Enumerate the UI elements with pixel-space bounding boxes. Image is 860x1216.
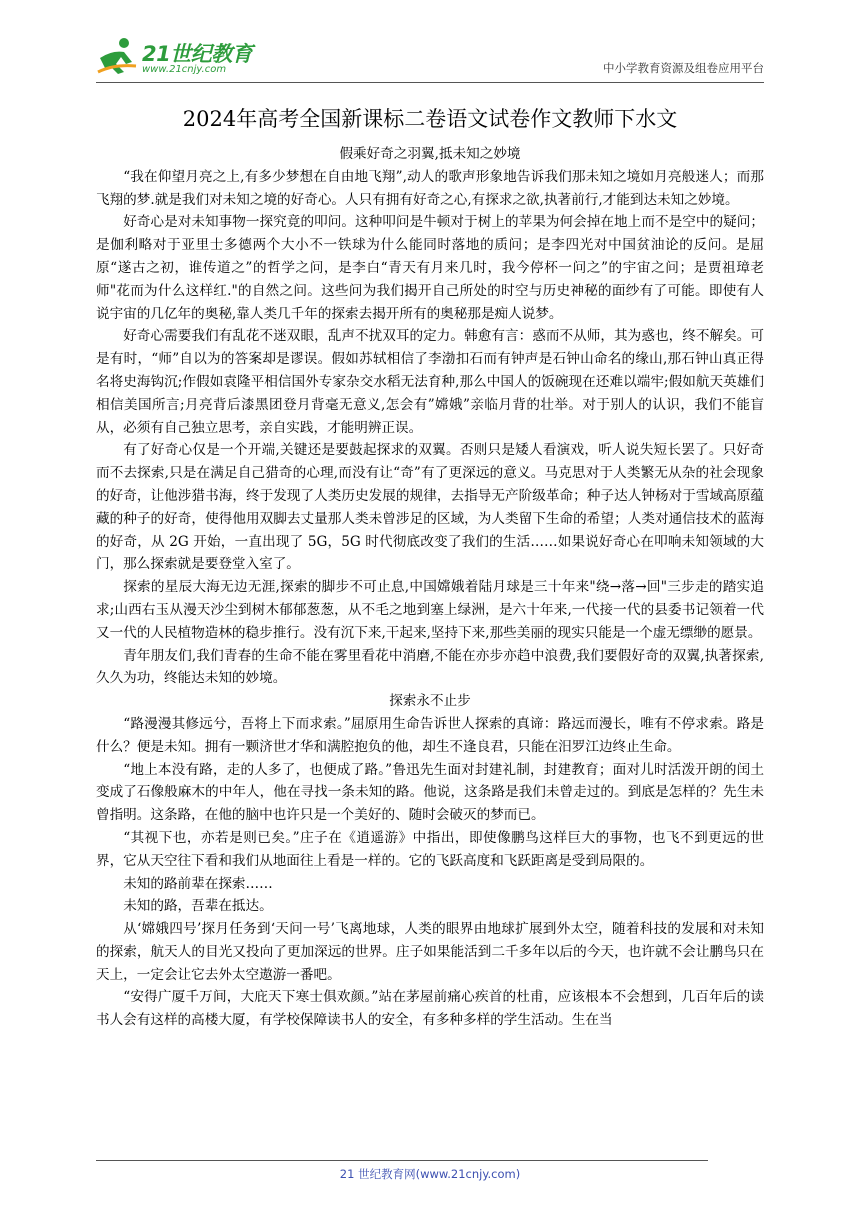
essay1-paragraph: 好奇心需要我们有乱花不迷双眼，乱声不扰双耳的定力。韩愈有言：惑而不从师，其为惑也，终不解矣。可是有时，“师”自以为的答案却是谬误。假如苏轼相信了李渤扣石而有钟声是石钟山命名的缘山,那石钟山真正得名将史海钩沉;作假如袁隆平相信国外专家杂交水稻无法育种,那么中国人的饭碗现在还难以端牢;假如航天英雄们相信美国所言;月亮背后漆黑团登月背毫无意义,怎会有”嫦娥”亲临月背的壮举。对于别人的认识，我们不能盲从，必须有自己独立思考，亲自实践，才能明辨正误。 xyxy=(96,328,764,436)
runner-logo-icon xyxy=(96,36,140,78)
essay2-paragraph: “其视下也，亦若是则已矣。”庄子在《逍遥游》中指出，即使像鹏鸟这样巨大的事物，也飞不到更远的世界，它从天空往下看和我们从地面往上看是一样的。它的飞跃高度和飞跃距离是受到局限的。 xyxy=(96,829,764,869)
essay1-paragraph: 探索的星辰大海无边无涯,探索的脚步不可止息,中国嫦娥着陆月球是三十年来"绕→落→回"三步走的踏实追求;山西右玉从漫天沙尘到树木郁郁葱葱，从不毛之地到塞上绿洲，是六十年来,一代接一代的县委书记领着一代又一代的人民植物造林的稳步推行。没有沉下来,干起来,坚持下来,那些美丽的现实只能是一个虚无缥缈的愿景。 xyxy=(96,579,764,641)
platform-name: 中小学教育资源及组卷应用平台 xyxy=(603,61,764,75)
essay1-title: 假乘好奇之羽翼,抵未知之妙境 xyxy=(339,146,521,162)
page-header xyxy=(96,34,764,82)
essay1-paragraph: “我在仰望月亮之上,有多少梦想在自由地飞翔”,动人的歌声形象地告诉我们那未知之境如月亮般迷人；而那飞翔的梦.就是我们对未知之境的好奇心。人只有拥有好奇之心,有探求之欲,执著前行,才能到达未知之妙境。 xyxy=(96,168,764,208)
site-logo[interactable] xyxy=(96,34,266,80)
logo-text: 21世纪教育 xyxy=(142,42,253,66)
page-title: 2024年高考全国新课标二卷语文试卷作文教师下水文 xyxy=(182,107,678,131)
essay2-paragraph: “路漫漫其修远兮，吾将上下而求索。”屈原用生命告诉世人探索的真谛：路远而漫长，唯有不停求索。路是什么？便是未知。拥有一颗济世才华和满腔抱负的他，却生不逢良君，只能在汨罗江边终止生命。 xyxy=(96,715,764,755)
essay2-paragraph: 未知的路前辈在探索…… xyxy=(123,875,273,892)
logo-url: www.21cnjy.com xyxy=(142,64,227,75)
footer-divider xyxy=(96,1160,708,1161)
essay2-paragraph: “地上本没有路，走的人多了，也便成了路。”鲁迅先生面对封建礼制，封建教育；面对儿时活泼开朗的闰土变成了石像般麻木的中年人，他在寻找一条未知的路。他说，这条路是我们未曾走过的。到底是怎样的？先生未曾指明。这条路，在他的脑中也许只是一个美好的、随时会破灭的梦而已。 xyxy=(96,761,764,824)
document-body xyxy=(96,143,764,1032)
essay2-paragraph: 从‘嫦娥四号’探月任务到‘天问一号’飞离地球，人类的眼界由地球扩展到外太空，随着科技的发展和对未知的探索，航天人的目光又投向了更加深远的世界。庄子如果能活到二千多年以后的今天，也许就不会让鹏鸟只在天上，一定会让它去外太空遨游一番吧。 xyxy=(96,921,764,983)
essay2-paragraph: “安得广厦千万间，大庇天下寒士俱欢颜。”站在茅屋前痛心疾首的杜甫，应该根本不会想到，几百年后的读书人会有这样的高楼大厦，有学校保障读书人的安全，有多种多样的学生活动。生在当 xyxy=(96,989,764,1029)
essay1-paragraph: 有了好奇心仅是一个开端,关键还是要鼓起探求的双翼。否则只是矮人看演戏，听人说失短长罢了。只好奇而不去探索,只是在满足自己猎奇的心理,而没有让“奇”有了更深远的意义。马克思对于人类繁无从杂的社会现象的好奇，让他涉猎书海，终于发现了人类历史发展的规律，去指导无产阶级革命；种子达人钟杨对于雪域高原蕴藏的种子的好奇，使得他用双脚去丈量那人类未曾涉足的区域，为人类留下生命的希望；人类对通信技术的蓝海的好奇，从 2G 开始，一直出现了 5G，5G 时代彻底改变了我们的生活……如果说好奇心在叩响未知领域的大门，那么探索就是要登堂入室了。 xyxy=(96,442,764,573)
footer-link[interactable]: 21 世纪教育网(www.21cnjy.com) xyxy=(339,1167,521,1181)
essay1-paragraph: 青年朋友们,我们青春的生命不能在雾里看花中消磨,不能在亦步亦趋中浪费,我们要假好奇的双翼,执著探索,久久为功，终能达未知的妙境。 xyxy=(96,647,764,687)
essay2-title: 探索永不止步 xyxy=(389,693,471,710)
essay1-paragraph: 好奇心是对未知事物一探究竟的叩问。这种叩问是牛顿对于树上的苹果为何会掉在地上而不是空中的疑问；是伽利略对于亚里士多德两个大小不一铁球为什么能同时落地的质问；是李四光对中国贫油论的反问。是屈原“遂古之初，谁传道之”的哲学之问，是李白“青天有月来几时，我今停杯一问之”的宇宙之问；是贾祖璋老师"花而为什么这样红."的自然之问。这些问为我们揭开自己所处的时空与历史神秘的面纱有了可能。即使有人说宇宙的几亿年的奥秘,靠人类几千年的探索去揭开所有的奥秘那是痴人说梦。 xyxy=(96,214,764,322)
header-divider xyxy=(96,82,764,83)
essay2-paragraph: 未知的路，吾辈在抵达。 xyxy=(123,898,273,915)
